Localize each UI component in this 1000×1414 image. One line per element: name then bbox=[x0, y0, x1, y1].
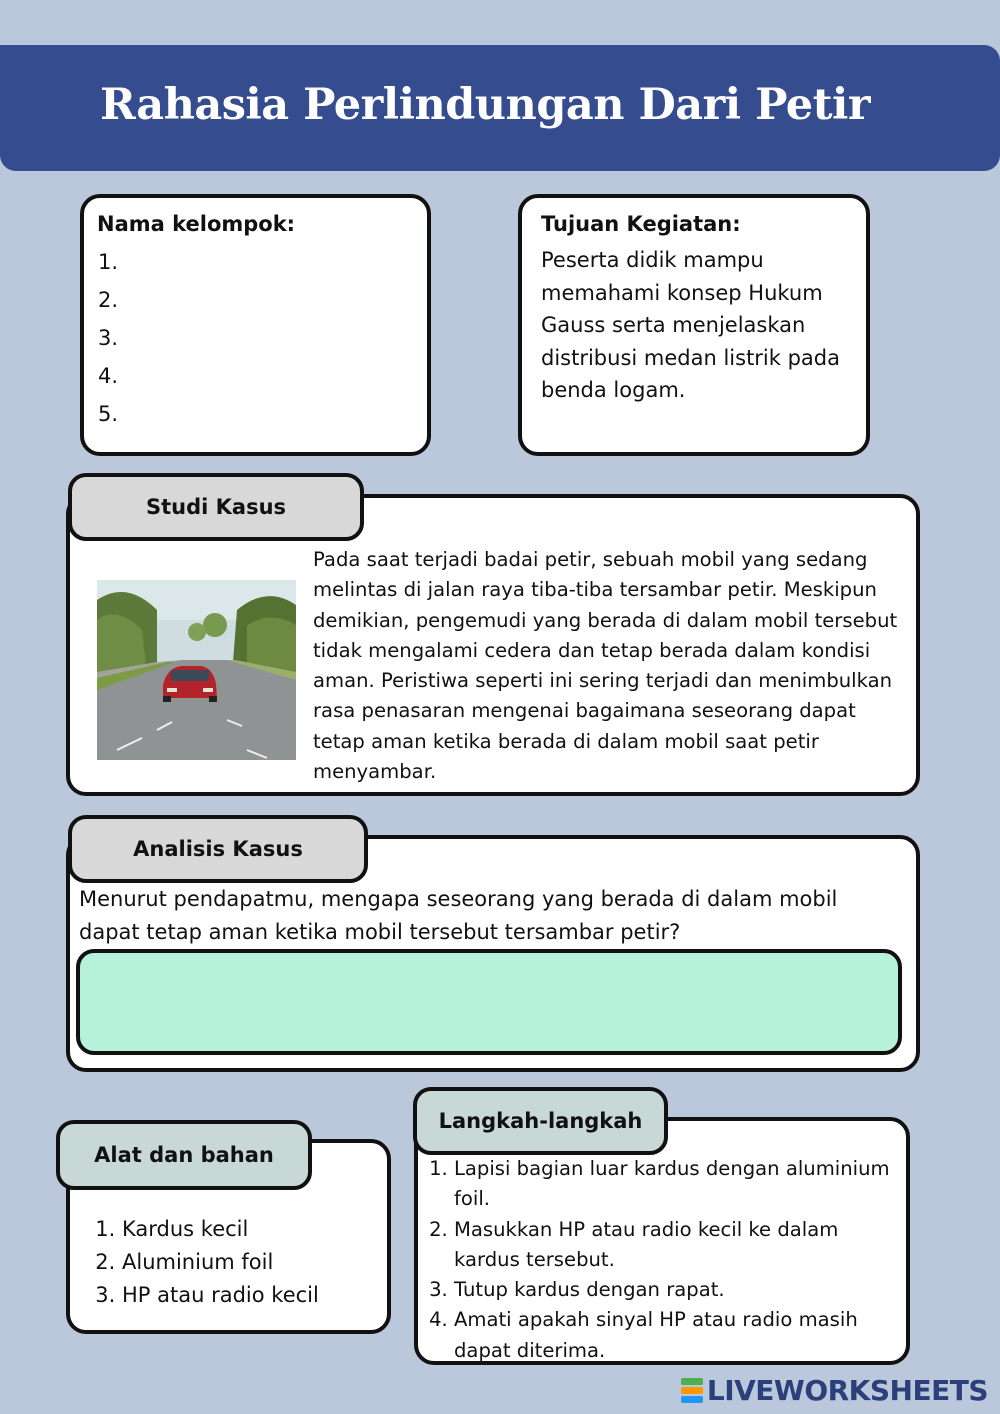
objective-card bbox=[518, 194, 870, 456]
tab-studi-kasus: Studi Kasus bbox=[68, 473, 364, 541]
step-item: 2. Masukkan HP atau radio kecil ke dalam kardus tersebut. bbox=[454, 1215, 900, 1276]
step-item: 4. Amati apakah sinyal HP atau radio masih dapat diterima. bbox=[454, 1305, 900, 1366]
tab-analisis-kasus: Analisis Kasus bbox=[68, 815, 368, 883]
objective-label: Tujuan Kegiatan: bbox=[541, 212, 741, 236]
analysis-question: Menurut pendapatmu, mengapa seseorang yang berada di dalam mobil dapat tetap aman ketika mobil tersebut tersambar petir? bbox=[79, 887, 838, 944]
brand-label: LIVEWORKSHEETS bbox=[706, 1374, 988, 1407]
tools-list bbox=[100, 1213, 319, 1312]
tab-langkah-langkah: Langkah-langkah bbox=[413, 1087, 668, 1155]
tool-item: 3. HP atau radio kecil bbox=[122, 1279, 319, 1312]
group-number: 3. bbox=[98, 326, 119, 350]
car-road-image bbox=[97, 580, 296, 760]
group-names-label: Nama kelompok: bbox=[97, 212, 296, 236]
tab-alat-bahan: Alat dan bahan bbox=[56, 1120, 312, 1190]
liveworksheets-brand[interactable] bbox=[681, 1374, 988, 1407]
objective-text: Peserta didik mampu memahami konsep Hukum Gauss serta menjelaskan distribusi medan listrik pada benda logam. bbox=[541, 248, 841, 402]
group-number: 2. bbox=[98, 288, 119, 312]
group-names-list bbox=[98, 243, 118, 433]
steps-list bbox=[432, 1154, 900, 1366]
analysis-answer-field[interactable] bbox=[76, 949, 902, 1055]
step-item: 1. Lapisi bagian luar kardus dengan aluminium foil. bbox=[454, 1154, 900, 1215]
step-item: 3. Tutup kardus dengan rapat. bbox=[454, 1275, 900, 1305]
group-number: 5. bbox=[98, 402, 119, 426]
group-number: 1. bbox=[98, 250, 119, 274]
case-study-text: Pada saat terjadi badai petir, sebuah mobil yang sedang melintas di jalan raya tiba-tiba tersambar petir. Meskipun demikian, pengemudi yang berada di dalam mobil tersebut tidak mengalami cedera dan tetap berada dalam kondisi aman. Peristiwa seperti ini sering terjadi dan menimbulkan rasa penasaran mengenai bagaimana seseorang dapat tetap aman ketika berada di dalam mobil saat petir menyambar. bbox=[313, 548, 898, 784]
liveworksheets-logo-icon bbox=[681, 1378, 703, 1404]
car-road-photo bbox=[97, 580, 296, 760]
page-title: Rahasia Perlindungan Dari Petir bbox=[100, 80, 870, 130]
group-number: 4. bbox=[98, 364, 119, 388]
tool-item: 1. Kardus kecil bbox=[122, 1213, 319, 1246]
group-names-card bbox=[80, 194, 431, 456]
tool-item: 2. Aluminium foil bbox=[122, 1246, 319, 1279]
